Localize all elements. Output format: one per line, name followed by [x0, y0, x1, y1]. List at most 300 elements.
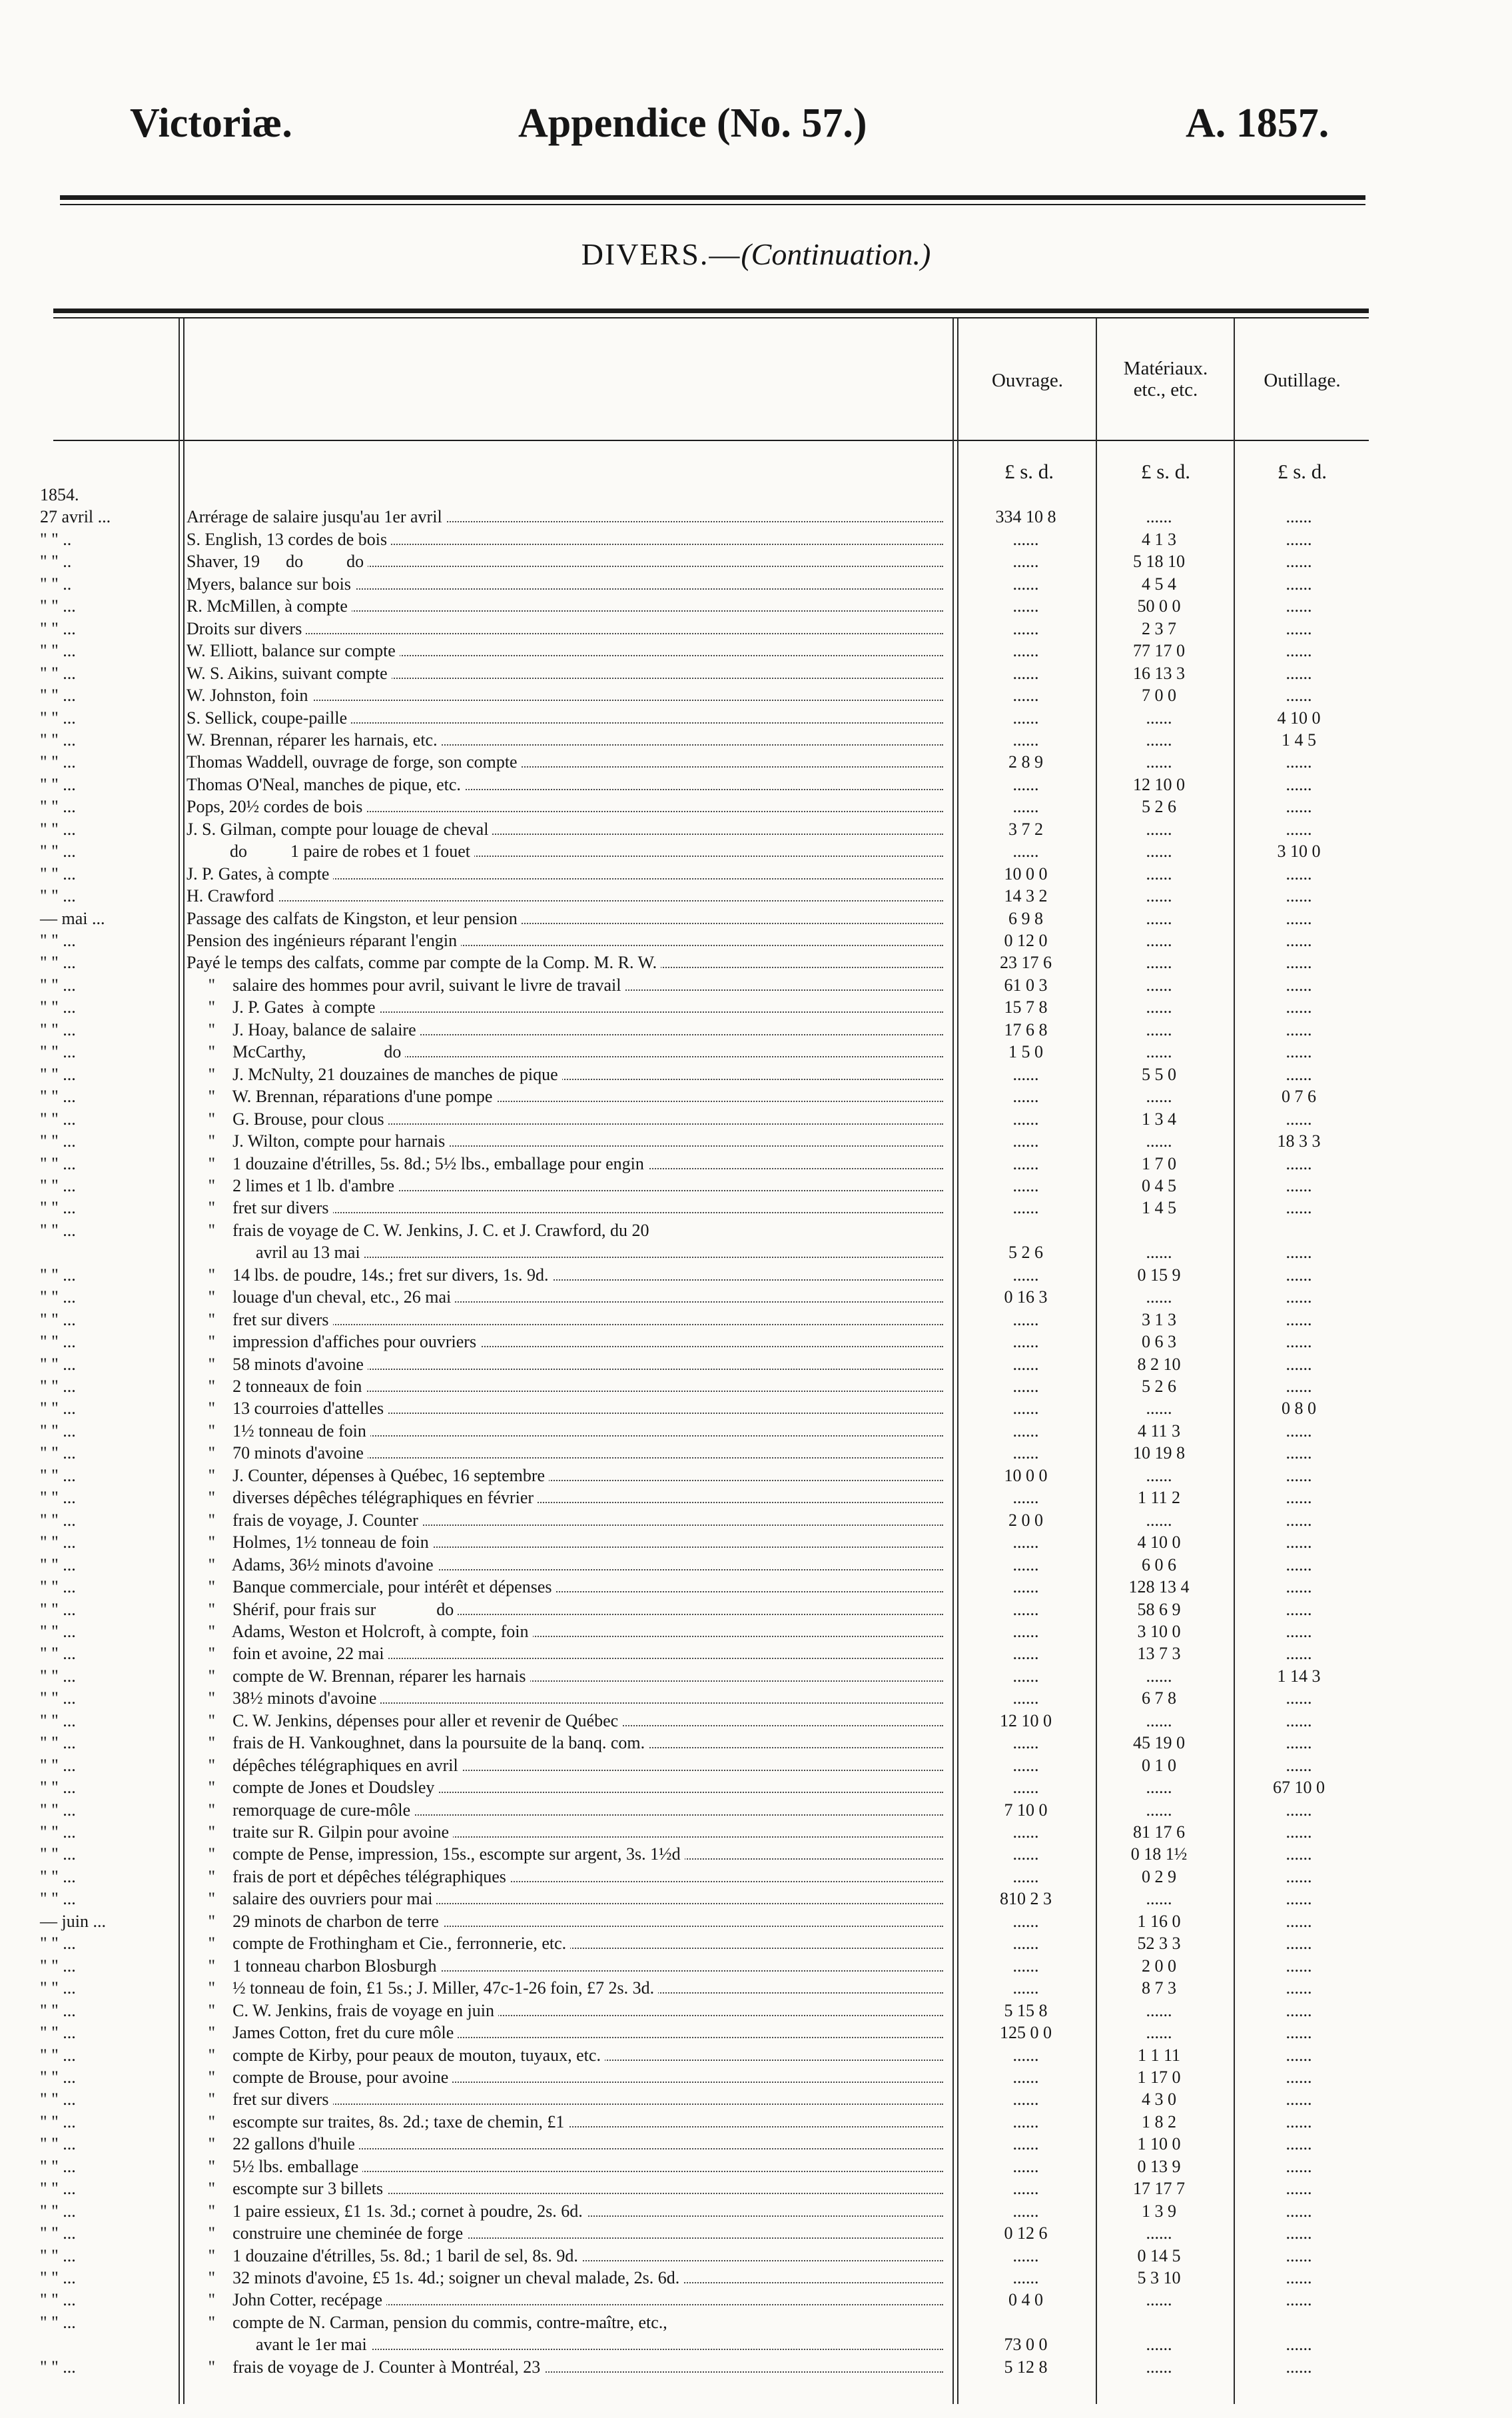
row-date: " " ...	[40, 819, 76, 839]
amount-outillage: ......	[1286, 1377, 1312, 1396]
row-description	[187, 1108, 946, 1130]
amount-outillage: ......	[1286, 1866, 1312, 1886]
row-date: " " ...	[40, 864, 76, 884]
unit-label-outillage: £ s. d.	[1277, 460, 1327, 483]
row-date: " " ...	[40, 663, 76, 683]
amount-materiaux: ......	[1146, 2357, 1172, 2377]
amount-ouvrage: ......	[1012, 1599, 1039, 1619]
row-description-text: " compte de Jones et Doudsley	[187, 1778, 438, 1797]
row-description	[187, 818, 946, 840]
row-date: " " ...	[40, 1532, 76, 1552]
amount-ouvrage: 0 12 6	[1004, 2223, 1048, 2243]
amount-ouvrage: ......	[1012, 1265, 1039, 1285]
amount-materiaux: ......	[1146, 997, 1172, 1017]
amount-ouvrage: 10 0 0	[1004, 1465, 1048, 1485]
amount-outillage: ......	[1286, 819, 1312, 839]
row-description	[187, 1063, 946, 1085]
row-date: " " ...	[40, 1287, 76, 1307]
ledger-row	[0, 1353, 1512, 1375]
table-top-rule-thin	[53, 317, 1369, 318]
amount-materiaux: 0 1 0	[1142, 1755, 1176, 1775]
ledger-row	[0, 2022, 1512, 2044]
row-description-text: Passage des calfats de Kingston, et leur pension	[187, 909, 522, 928]
amount-outillage: ......	[1286, 1621, 1312, 1641]
ledger-row	[0, 796, 1512, 818]
amount-ouvrage: ......	[1012, 574, 1039, 594]
row-date: " " ...	[40, 2312, 76, 2332]
amount-ouvrage: ......	[1012, 1377, 1039, 1396]
amount-materiaux: 0 2 9	[1142, 1866, 1176, 1886]
column-header-ouvrage: Ouvrage.	[991, 370, 1064, 391]
ledger-row	[0, 1932, 1512, 1954]
ledger-row	[0, 1286, 1512, 1308]
row-description-text: " dépêches télégraphiques en avril	[187, 1756, 462, 1775]
amount-outillage: 4 10 0	[1277, 708, 1321, 728]
amount-outillage: ......	[1286, 1175, 1312, 1195]
amount-materiaux: ......	[1146, 1087, 1172, 1107]
section-title	[0, 237, 1512, 272]
row-description-text: " Shérif, pour frais sur do	[187, 1600, 458, 1619]
ledger-row	[0, 774, 1512, 796]
amount-materiaux: 1 11 2	[1137, 1488, 1181, 1508]
row-description-text: R. McMillen, à compte	[187, 596, 352, 616]
row-date: " " ...	[40, 1599, 76, 1619]
ledger-row	[0, 1576, 1512, 1598]
amount-outillage: ......	[1286, 2223, 1312, 2243]
row-description	[187, 1776, 946, 1798]
amount-materiaux: 1 4 5	[1142, 1198, 1176, 1218]
amount-outillage: ......	[1286, 2156, 1312, 2176]
row-description	[187, 1487, 946, 1509]
row-date: " " ...	[40, 1131, 76, 1151]
amount-outillage: ......	[1286, 1889, 1312, 1909]
row-date: " " ...	[40, 1889, 76, 1909]
ledger-row	[0, 640, 1512, 662]
row-description	[187, 2200, 946, 2222]
amount-materiaux: 17 17 7	[1133, 2179, 1185, 2199]
amount-materiaux: 7 0 0	[1142, 686, 1176, 706]
amount-materiaux: ......	[1146, 1042, 1172, 1062]
column-header-materiaux-line2: etc., etc.	[1133, 379, 1198, 400]
row-date: " " ...	[40, 1265, 76, 1285]
header-right: A. 1857.	[1186, 101, 1329, 146]
amount-outillage: ......	[1286, 752, 1312, 772]
row-date: " " ...	[40, 886, 76, 906]
amount-ouvrage: ......	[1012, 1778, 1039, 1798]
row-description	[187, 1420, 946, 1442]
amount-ouvrage: ......	[1012, 2156, 1039, 2176]
ledger-row	[0, 1465, 1512, 1487]
row-description	[187, 2155, 946, 2177]
row-date: " " ...	[40, 2268, 76, 2287]
row-description-text: " diverses dépêches télégraphiques en février	[187, 1488, 538, 1507]
amount-materiaux: ......	[1146, 1465, 1172, 1485]
row-description	[187, 1866, 946, 1888]
amount-ouvrage: ......	[1012, 1934, 1039, 1954]
amount-ouvrage: 14 3 2	[1004, 886, 1048, 906]
row-description	[187, 929, 946, 951]
row-date: " " ...	[40, 1465, 76, 1485]
row-description	[187, 662, 946, 684]
amount-ouvrage: ......	[1012, 730, 1039, 750]
amount-materiaux: ......	[1146, 953, 1172, 973]
row-description	[187, 1353, 946, 1375]
row-date: " " ...	[40, 997, 76, 1017]
amount-outillage: ......	[1286, 552, 1312, 572]
amount-ouvrage: ......	[1012, 1822, 1039, 1842]
amount-outillage: ......	[1286, 2179, 1312, 2199]
amount-ouvrage: ......	[1012, 1688, 1039, 1708]
row-description-text: " 1 tonneau charbon Blosburgh	[187, 1956, 441, 1976]
row-description-text: " G. Brouse, pour clous	[187, 1109, 388, 1129]
amount-ouvrage: 3 7 2	[1008, 819, 1043, 839]
ledger-row	[0, 1241, 1512, 1263]
amount-materiaux: 1 10 0	[1137, 2134, 1181, 2154]
ledger-row	[0, 550, 1512, 572]
amount-outillage: ......	[1286, 1710, 1312, 1730]
row-description	[187, 1665, 946, 1687]
amount-outillage: ......	[1286, 1443, 1312, 1463]
amount-outillage: ......	[1286, 1554, 1312, 1574]
ledger-row	[0, 929, 1512, 951]
amount-outillage: 1 14 3	[1277, 1666, 1321, 1686]
row-date: " " ..	[40, 529, 72, 549]
row-description	[187, 528, 946, 550]
row-date: " " ...	[40, 2179, 76, 2199]
row-description-text: Droits sur divers	[187, 619, 306, 638]
amount-outillage: ......	[1286, 1599, 1312, 1619]
row-description-text: Thomas O'Neal, manches de pique, etc.	[187, 775, 465, 794]
row-description	[187, 1041, 946, 1063]
row-date: " " ...	[40, 1332, 76, 1352]
row-description-text: W. S. Aikins, suivant compte	[187, 664, 392, 683]
row-description-text: avril au 13 mai	[187, 1243, 364, 1262]
amount-ouvrage: ......	[1012, 2112, 1039, 2131]
row-description	[187, 506, 946, 528]
ledger-row	[0, 1264, 1512, 1286]
row-date: " " ...	[40, 1421, 76, 1441]
row-date: " " ...	[40, 1510, 76, 1530]
amount-ouvrage: 5 12 8	[1004, 2357, 1048, 2377]
amount-ouvrage: ......	[1012, 1332, 1039, 1352]
amount-ouvrage: 23 17 6	[1000, 953, 1052, 973]
ledger-row	[0, 2289, 1512, 2311]
row-description-text: " Adams, 36½ minots d'avoine	[187, 1555, 438, 1574]
ledger-row	[0, 1776, 1512, 1798]
amount-materiaux: ......	[1146, 864, 1172, 884]
row-description-text: Pension des ingénieurs réparant l'engin	[187, 931, 461, 950]
ledger-row	[0, 2133, 1512, 2155]
row-description-text: " 58 minots d'avoine	[187, 1355, 368, 1374]
amount-outillage: ......	[1286, 686, 1312, 706]
row-description	[187, 2222, 946, 2244]
row-description	[187, 1843, 946, 1865]
amount-ouvrage: ......	[1012, 1153, 1039, 1173]
row-description-text: " 22 gallons d'huile	[187, 2134, 359, 2153]
ledger-row	[0, 1509, 1512, 1531]
row-description-text: " compte de Frothingham et Cie., ferronnerie, etc.	[187, 1934, 570, 1953]
row-description-text: " escompte sur traites, 8s. 2d.; taxe de chemin, £1	[187, 2112, 568, 2131]
row-description	[187, 1375, 946, 1397]
amount-outillage: ......	[1286, 1688, 1312, 1708]
amount-outillage: ......	[1286, 953, 1312, 973]
ledger-row	[0, 2333, 1512, 2355]
row-date: " " ...	[40, 1377, 76, 1396]
row-date: " " ...	[40, 2223, 76, 2243]
row-description	[187, 1955, 946, 1977]
row-date: " " ...	[40, 1153, 76, 1173]
amount-outillage: ......	[1286, 1287, 1312, 1307]
ledger-row	[0, 1442, 1512, 1464]
row-description-text: " frais de port et dépêches télégraphiques	[187, 1867, 510, 1886]
ledger-row	[0, 2222, 1512, 2244]
row-description-text: " 1 douzaine d'étrilles, 5s. 8d.; 1 baril de sel, 8s. 9d.	[187, 2246, 582, 2265]
row-description	[187, 996, 946, 1018]
row-date: " " ...	[40, 596, 76, 616]
row-description-text: " frais de voyage de J. Counter à Montréal, 23	[187, 2357, 544, 2377]
ledger-row	[0, 2267, 1512, 2289]
ledger-row	[0, 528, 1512, 550]
row-description	[187, 1509, 946, 1531]
amount-ouvrage: ......	[1012, 1087, 1039, 1107]
amount-materiaux: ......	[1146, 2290, 1172, 2310]
row-description-text: " salaire des hommes pour avril, suivant le livre de travail	[187, 975, 625, 995]
row-date: " " ...	[40, 1688, 76, 1708]
row-description-text: " John Cotter, recépage	[187, 2290, 386, 2309]
amount-ouvrage: ......	[1012, 1755, 1039, 1775]
row-description-text: W. Elliott, balance sur compte	[187, 641, 400, 660]
amount-materiaux: 1 7 0	[1142, 1153, 1176, 1173]
amount-materiaux: ......	[1146, 507, 1172, 527]
row-date: " " ...	[40, 953, 76, 973]
header-center: Appendice (No. 57.)	[518, 101, 867, 146]
top-rule-thick	[60, 195, 1365, 200]
row-date: " " ...	[40, 1220, 76, 1240]
row-description-text: " Adams, Weston et Holcroft, à compte, foin	[187, 1622, 533, 1641]
row-date: — mai ...	[40, 908, 105, 928]
row-description	[187, 707, 946, 729]
amount-ouvrage: 2 0 0	[1008, 1510, 1043, 1530]
amount-outillage: ......	[1286, 1019, 1312, 1039]
row-date: " " ..	[40, 574, 72, 594]
amount-ouvrage: ......	[1012, 1421, 1039, 1441]
row-date: " " ...	[40, 774, 76, 794]
row-date: 27 avril ...	[40, 507, 111, 527]
row-description-text: " J. McNulty, 21 douzaines de manches de pique	[187, 1065, 562, 1084]
row-description-text: Payé le temps des calfats, comme par compte de la Comp. M. R. W.	[187, 953, 661, 972]
row-description-text	[187, 485, 190, 504]
row-date: " " ...	[40, 1755, 76, 1775]
amount-ouvrage: ......	[1012, 1666, 1039, 1686]
row-description-text: " louage d'un cheval, etc., 26 mai	[187, 1287, 455, 1307]
ledger-row	[0, 2245, 1512, 2267]
amount-materiaux: 2 3 7	[1142, 618, 1176, 638]
ledger-row	[0, 2088, 1512, 2110]
row-description	[187, 1264, 946, 1286]
amount-outillage: ......	[1286, 596, 1312, 616]
row-date: " " ...	[40, 975, 76, 995]
row-description-text: " compte de Kirby, pour peaux de mouton, tuyaux, etc.	[187, 2046, 605, 2065]
amount-outillage: 18 3 3	[1277, 1131, 1321, 1151]
amount-outillage: ......	[1286, 1532, 1312, 1552]
row-date: " " ...	[40, 1354, 76, 1374]
ledger-row	[0, 1710, 1512, 1732]
amount-materiaux: 4 5 4	[1142, 574, 1176, 594]
row-description-text: " 1 paire essieux, £1 1s. 3d.; cornet à poudre, 2s. 6d.	[187, 2201, 587, 2221]
ledger-row	[0, 662, 1512, 684]
amount-ouvrage: ......	[1012, 1866, 1039, 1886]
ledger-row	[0, 2044, 1512, 2066]
amount-ouvrage: ......	[1012, 1131, 1039, 1151]
amount-materiaux: 77 17 0	[1133, 641, 1185, 661]
ledger-row	[0, 996, 1512, 1018]
row-date: " " ...	[40, 641, 76, 661]
amount-materiaux: ......	[1146, 708, 1172, 728]
row-description-text: " 70 minots d'avoine	[187, 1443, 368, 1463]
section-title-main: DIVERS.—	[581, 237, 741, 271]
amount-outillage: 0 7 6	[1282, 1087, 1316, 1107]
amount-materiaux: ......	[1146, 1800, 1172, 1820]
row-date: " " ...	[40, 730, 76, 750]
ledger-row	[0, 1019, 1512, 1041]
amount-ouvrage: ......	[1012, 1956, 1039, 1976]
row-date: " " ...	[40, 1443, 76, 1463]
amount-materiaux: 5 18 10	[1133, 552, 1185, 572]
row-description-text: " fret sur divers	[187, 1198, 333, 1217]
amount-outillage: ......	[1286, 997, 1312, 1017]
amount-outillage: ......	[1286, 529, 1312, 549]
amount-ouvrage: ......	[1012, 2045, 1039, 2065]
amount-ouvrage: 7 10 0	[1004, 1800, 1048, 1820]
ledger-row	[0, 1309, 1512, 1331]
row-description-text: " J. Wilton, compte pour harnais	[187, 1131, 449, 1151]
ledger-row	[0, 2311, 1512, 2333]
row-description	[187, 2088, 946, 2110]
amount-outillage: 1 4 5	[1282, 730, 1316, 750]
amount-outillage: ......	[1286, 2134, 1312, 2154]
row-description	[187, 595, 946, 617]
row-date: " " ...	[40, 1087, 76, 1107]
row-description-text: " 14 lbs. de poudre, 14s.; fret sur divers, 1s. 9d.	[187, 1265, 553, 1285]
amount-outillage: ......	[1286, 574, 1312, 594]
row-description-text: avant le 1er mai	[187, 2335, 371, 2354]
row-description	[187, 774, 946, 796]
amount-outillage: ......	[1286, 2000, 1312, 2020]
amount-ouvrage: ......	[1012, 641, 1039, 661]
ledger-row	[0, 1041, 1512, 1063]
row-description	[187, 1331, 946, 1353]
ledger-row	[0, 729, 1512, 751]
amount-materiaux: ......	[1146, 1019, 1172, 1039]
amount-ouvrage: ......	[1012, 1399, 1039, 1419]
row-description-text: do 1 paire de robes et 1 fouet	[187, 842, 474, 861]
amount-outillage: ......	[1286, 886, 1312, 906]
row-description-text: " 38½ minots d'avoine	[187, 1688, 380, 1708]
amount-outillage: ......	[1286, 1488, 1312, 1508]
row-date: " " ...	[40, 2156, 76, 2176]
amount-ouvrage: ......	[1012, 1109, 1039, 1129]
ledger-row	[0, 2200, 1512, 2222]
section-title-continuation: (Continuation.)	[741, 237, 931, 271]
row-date: " " ...	[40, 2000, 76, 2020]
amount-materiaux: ......	[1146, 975, 1172, 995]
amount-outillage: ......	[1286, 797, 1312, 817]
ledger-row	[0, 1153, 1512, 1175]
ledger-row	[0, 484, 1512, 506]
row-description-text: " foin et avoine, 22 mai	[187, 1644, 388, 1663]
row-description-text: " 2 limes et 1 lb. d'ambre	[187, 1176, 398, 1195]
amount-materiaux: ......	[1146, 1510, 1172, 1530]
row-date: " " ...	[40, 1956, 76, 1976]
row-description-text: " compte de Pense, impression, 15s., escompte sur argent, 3s. 1½d	[187, 1844, 685, 1864]
amount-outillage: ......	[1286, 1978, 1312, 1998]
row-description-text: " Holmes, 1½ tonneau de foin	[187, 1532, 433, 1552]
row-description-text: " fret sur divers	[187, 2090, 333, 2109]
amount-materiaux: 5 5 0	[1142, 1064, 1176, 1084]
row-description	[187, 618, 946, 640]
row-description-text: " frais de H. Vankoughnet, dans la poursuite de la banq. com.	[187, 1733, 649, 1752]
row-date: — juin ...	[40, 1911, 106, 1931]
amount-ouvrage: ......	[1012, 1354, 1039, 1374]
amount-materiaux: 52 3 3	[1137, 1934, 1181, 1954]
amount-outillage: ......	[1286, 2290, 1312, 2310]
row-description	[187, 2000, 946, 2022]
row-date: " " ...	[40, 1800, 76, 1820]
row-description	[187, 1286, 946, 1308]
amount-outillage: ......	[1286, 1800, 1312, 1820]
amount-materiaux: 12 10 0	[1133, 774, 1185, 794]
row-date: " " ...	[40, 2134, 76, 2154]
row-description-text: J. P. Gates, à compte	[187, 864, 333, 884]
amount-materiaux: 81 17 6	[1133, 1822, 1185, 1842]
column-header-materiaux-line1: Matériaux.	[1123, 358, 1208, 379]
amount-ouvrage: ......	[1012, 1733, 1039, 1753]
amount-materiaux: 0 18 1½	[1130, 1844, 1188, 1864]
row-description	[187, 729, 946, 751]
row-description	[187, 1130, 946, 1152]
row-description	[187, 1821, 946, 1843]
row-description-text: " J. P. Gates à compte	[187, 997, 380, 1017]
amount-materiaux: 58 6 9	[1137, 1599, 1181, 1619]
ledger-row	[0, 2111, 1512, 2133]
row-description-text: " remorquage de cure-môle	[187, 1800, 414, 1820]
ledger-row	[0, 1219, 1512, 1241]
amount-ouvrage: 5 2 6	[1008, 1243, 1043, 1263]
row-description-text: S. English, 13 cordes de bois	[187, 530, 391, 549]
row-description	[187, 1799, 946, 1821]
row-description-text: " traite sur R. Gilpin pour avoine	[187, 1822, 453, 1842]
top-rule-thin	[60, 204, 1365, 205]
row-description	[187, 1598, 946, 1620]
amount-outillage: ......	[1286, 1956, 1312, 1976]
row-description-text: " McCarthy, do	[187, 1042, 405, 1061]
amount-outillage: ......	[1286, 507, 1312, 527]
row-description-text: Pops, 20½ cordes de bois	[187, 797, 366, 816]
ledger-row	[0, 1732, 1512, 1754]
row-date: 1854.	[40, 485, 79, 504]
amount-materiaux: 0 13 9	[1137, 2156, 1181, 2176]
row-description	[187, 1710, 946, 1732]
ledger-row	[0, 1397, 1512, 1419]
row-description-text: " ½ tonneau de foin, £1 5s.; J. Miller, 47c-1-26 foin, £7 2s. 3d.	[187, 1978, 658, 1998]
row-description-text: " 1 douzaine d'étrilles, 5s. 8d.; 5½ lbs., emballage pour engin	[187, 1154, 648, 1173]
row-description	[187, 1888, 946, 1910]
amount-outillage: ......	[1286, 1934, 1312, 1954]
row-description-text: " frais de voyage, J. Counter	[187, 1511, 422, 1530]
row-description	[187, 863, 946, 885]
amount-ouvrage: 0 16 3	[1004, 1287, 1048, 1307]
amount-outillage: ......	[1286, 1822, 1312, 1842]
